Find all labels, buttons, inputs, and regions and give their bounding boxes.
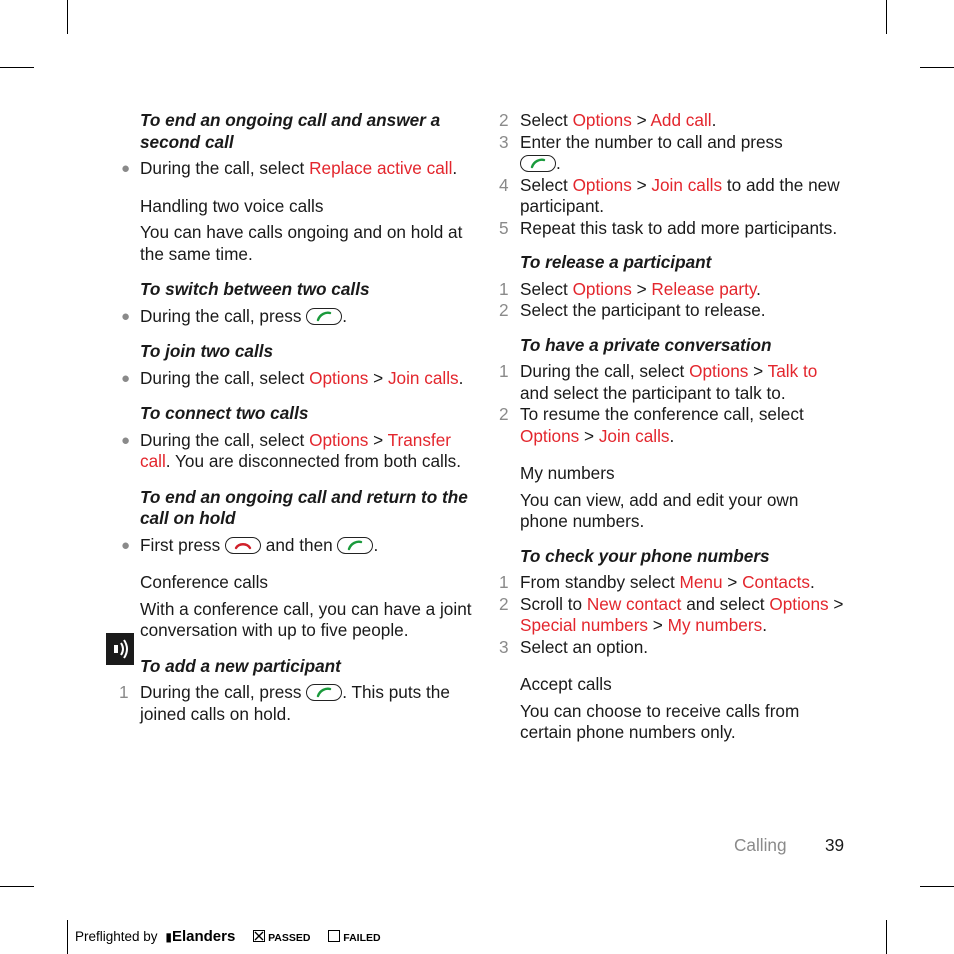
list-item: 1 During the call, select Options > Talk to and select the participant to talk to. (499, 361, 818, 403)
call-key-icon (306, 684, 342, 701)
check-heading: To check your phone numbers (520, 545, 770, 566)
list-item: 2 Scroll to New contact and select Options > Special numbers > My numbers. (499, 593, 844, 635)
list-item: ● During the call, select Replace active call. (121, 158, 458, 178)
crop-mark (0, 67, 34, 68)
step-number: 3 (499, 636, 509, 657)
private-heading: To have a private conversation (520, 334, 772, 355)
bullet: ● (121, 307, 131, 325)
menu-link[interactable]: Options (572, 110, 632, 130)
step-number: 2 (499, 404, 509, 424)
crop-mark (920, 886, 954, 887)
passed-checkbox-icon (253, 930, 265, 942)
menu-link[interactable]: Add call (650, 110, 712, 130)
bullet: ● (121, 160, 131, 177)
step-number: 1 (499, 278, 509, 299)
step-number: 2 (499, 110, 509, 130)
menu-link[interactable]: Transfer call (140, 429, 451, 471)
list-item: 1 Select Options > Release party. (499, 278, 761, 299)
join-heading: To join two calls (140, 341, 274, 361)
release-heading: To release a participant (520, 252, 712, 272)
list-item: 1 From standby select Menu > Contacts. (499, 572, 815, 592)
end-key-icon (225, 537, 261, 554)
menu-link[interactable]: Join calls (387, 367, 459, 388)
call-key-icon (306, 308, 342, 325)
bullet: ● (121, 369, 131, 387)
menu-link[interactable]: Options (309, 429, 369, 450)
crop-mark (0, 886, 34, 887)
list-item: ● During the call, select Options > Transfer call. You are disconnected from both calls. (121, 429, 462, 471)
elanders-logo: ▮Elanders (165, 928, 236, 945)
step-number: 5 (499, 217, 509, 238)
call-key-icon (520, 155, 556, 172)
step-number: 2 (499, 593, 509, 614)
bullet: ● (121, 431, 131, 449)
crop-mark (67, 920, 68, 954)
connect-heading: To connect two calls (140, 403, 309, 423)
switch-heading: To switch between two calls (140, 279, 370, 299)
return-heading: To end an ongoing call and return to the call on hold (140, 486, 468, 528)
menu-link[interactable]: Menu (679, 572, 723, 592)
section-heading: Accept calls (520, 674, 612, 694)
page-number: 39 (825, 835, 845, 855)
list-item: 2 Select the participant to release. (499, 300, 766, 320)
list-item: 2 Select Options > Add call. (499, 110, 717, 130)
list-item: 5 Repeat this task to add more participants. (499, 217, 838, 238)
section-heading: Handling two voice calls (140, 195, 324, 216)
crop-mark (886, 0, 887, 34)
menu-link[interactable]: Options (689, 361, 749, 381)
menu-link[interactable]: Replace active call (309, 158, 453, 178)
section-heading: My numbers (520, 463, 615, 483)
menu-link[interactable]: My numbers (667, 615, 763, 635)
sound-note-icon (106, 633, 134, 665)
crop-mark (67, 0, 68, 34)
menu-link[interactable]: Release party (651, 278, 757, 299)
menu-link[interactable]: Join calls (651, 174, 723, 195)
list-item: ● During the call, select Options > Join calls. (121, 367, 464, 388)
crop-mark (920, 67, 954, 68)
step-number: 1 (119, 682, 129, 702)
right-column (499, 110, 850, 744)
menu-link[interactable]: Options (309, 367, 369, 388)
menu-link[interactable]: Options (520, 425, 580, 446)
section-heading: Conference calls (140, 572, 269, 592)
step-number: 2 (499, 300, 509, 320)
menu-link[interactable]: Contacts (742, 572, 810, 592)
list-item: ● First press and then . (121, 534, 379, 555)
left-column (119, 110, 475, 725)
menu-link[interactable]: Options (572, 278, 632, 299)
menu-link[interactable]: Special numbers (520, 615, 649, 635)
paragraph: You can have calls ongoing and on hold at the same time. (140, 222, 463, 264)
footer-section-label: Calling (734, 835, 787, 855)
step-number: 3 (499, 131, 509, 152)
failed-checkbox-icon (328, 930, 340, 942)
menu-link[interactable]: Options (572, 174, 632, 195)
add-heading: To add a new participant (140, 655, 341, 676)
list-item: 1 During the call, press . This puts the joined calls on hold. (119, 682, 450, 724)
list-item: 2 To resume the conference call, select Options > Join calls. (499, 404, 804, 446)
list-item: ● During the call, press . (121, 305, 348, 326)
crop-mark (886, 920, 887, 954)
step-number: 1 (499, 572, 509, 592)
list-item: 3 Select an option. (499, 636, 649, 657)
paragraph: With a conference call, you can have a joint conversation with up to five people. (140, 598, 472, 640)
paragraph: You can choose to receive calls from certain phone numbers only. (520, 700, 800, 742)
list-item: 4 Select Options > Join calls to add the new participant. (499, 174, 840, 216)
call-key-icon (337, 537, 373, 554)
menu-link[interactable]: Options (769, 593, 829, 614)
paragraph: You can view, add and edit your own phone numbers. (520, 489, 799, 531)
bullet: ● (121, 536, 131, 554)
menu-link[interactable]: Talk to (767, 361, 818, 381)
menu-link[interactable]: New contact (586, 593, 682, 614)
list-item: 3 Enter the number to call and press . (499, 131, 783, 173)
menu-link[interactable]: Join calls (598, 425, 670, 446)
step-number: 4 (499, 174, 509, 195)
step-number: 1 (499, 361, 509, 381)
preflight-stamp: Preflighted by ▮Elanders PASSED FAILED (75, 928, 381, 945)
end-answer-heading: To end an ongoing call and answer a second call (140, 110, 441, 152)
